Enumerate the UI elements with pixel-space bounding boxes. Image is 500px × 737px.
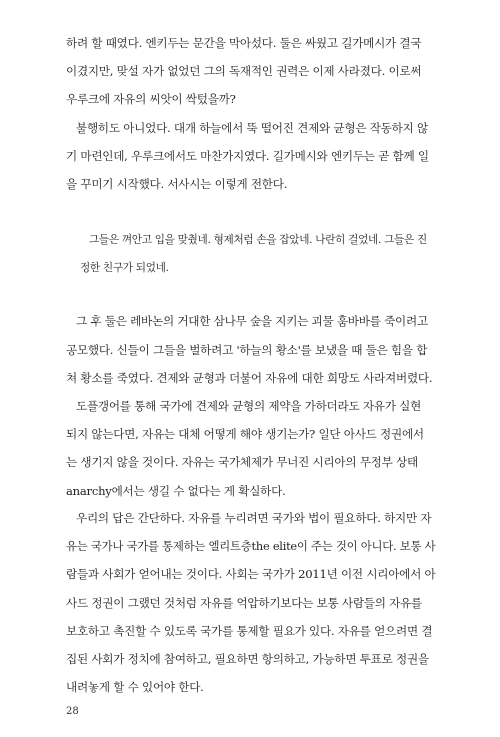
text-line: 보호하고 촉진할 수 있도록 국가를 통제할 필요가 있다. 자유를 얻으려면 결 [66, 624, 433, 638]
text-line: 불행히도 아니었다. 대개 하늘에서 뚝 떨어진 견제와 균형은 작동하지 않 [76, 121, 428, 135]
text-line: 우리의 답은 간단하다. 자유를 누리려면 국가와 법이 필요하다. 하지만 자 [76, 511, 432, 525]
text-line: 람들과 사회가 얻어내는 것이다. 사회는 국가가 2011년 이전 시리아에서 아 [66, 567, 436, 581]
text-line: 는 생기지 않을 것이다. 자유는 국가체제가 무너진 시리아의 무정부 상태 [66, 455, 418, 469]
quote-line: 정한 친구가 되었네. [80, 262, 169, 274]
text-line: 우루크에 자유의 씨앗이 싹텄을까? [66, 92, 236, 106]
text-line: 공모했다. 신들이 그들을 벌하려고 '하늘의 황소'를 보냈을 때 둘은 힘을 합 [66, 343, 428, 357]
text-line: 을 꾸미기 시작했다. 서사시는 이렇게 전한다. [66, 177, 288, 191]
text-line: 내려놓게 할 수 있어야 한다. [66, 680, 204, 694]
text-line: 이겼지만, 맞설 자가 없었던 그의 독재적인 권력은 이제 사라졌다. 이로써 [66, 64, 422, 78]
text-line: 도플갱어를 통해 국가에 견제와 균형의 제약을 가하더라도 자유가 실현 [76, 399, 422, 413]
text-line: 되지 않는다면, 자유는 대체 어떻게 해야 생기는가? 일단 아사드 정권에서 [66, 427, 424, 441]
text-line: 유는 국가나 국가를 통제하는 엘리트층the elite이 주는 것이 아니다. 보통 사 [66, 539, 436, 553]
text-line: 사드 정권이 그랬던 것처럼 자유를 억압하기보다는 보통 사람들의 자유를 [66, 596, 422, 610]
text-line: 그 후 둘은 레바논의 거대한 삼나무 숲을 지키는 괴물 훔바바를 죽이려고 [76, 314, 428, 328]
text-line: 집된 사회가 정치에 참여하고, 필요하면 항의하고, 가능하면 투표로 정권을 [66, 652, 429, 666]
page-number: 28 [66, 706, 79, 717]
text-line: 하려 할 때였다. 엔키두는 문간을 막아섰다. 둘은 싸웠고 길가메시가 결국 [66, 36, 422, 50]
quote-line: 그들은 껴안고 입을 맞췄네. 형제처럼 손을 잡았네. 나란히 걸었네. 그들은 진 [89, 234, 427, 246]
text-line: anarchy에서는 생길 수 없다는 게 확실하다. [66, 484, 286, 498]
text-line: 기 마련인데, 우루크에서도 마찬가지였다. 길가메시와 엔키두는 곧 함께 일 [66, 149, 429, 163]
text-line: 쳐 황소를 죽였다. 견제와 균형과 더불어 자유에 대한 희망도 사라져버렸다. [66, 371, 433, 385]
